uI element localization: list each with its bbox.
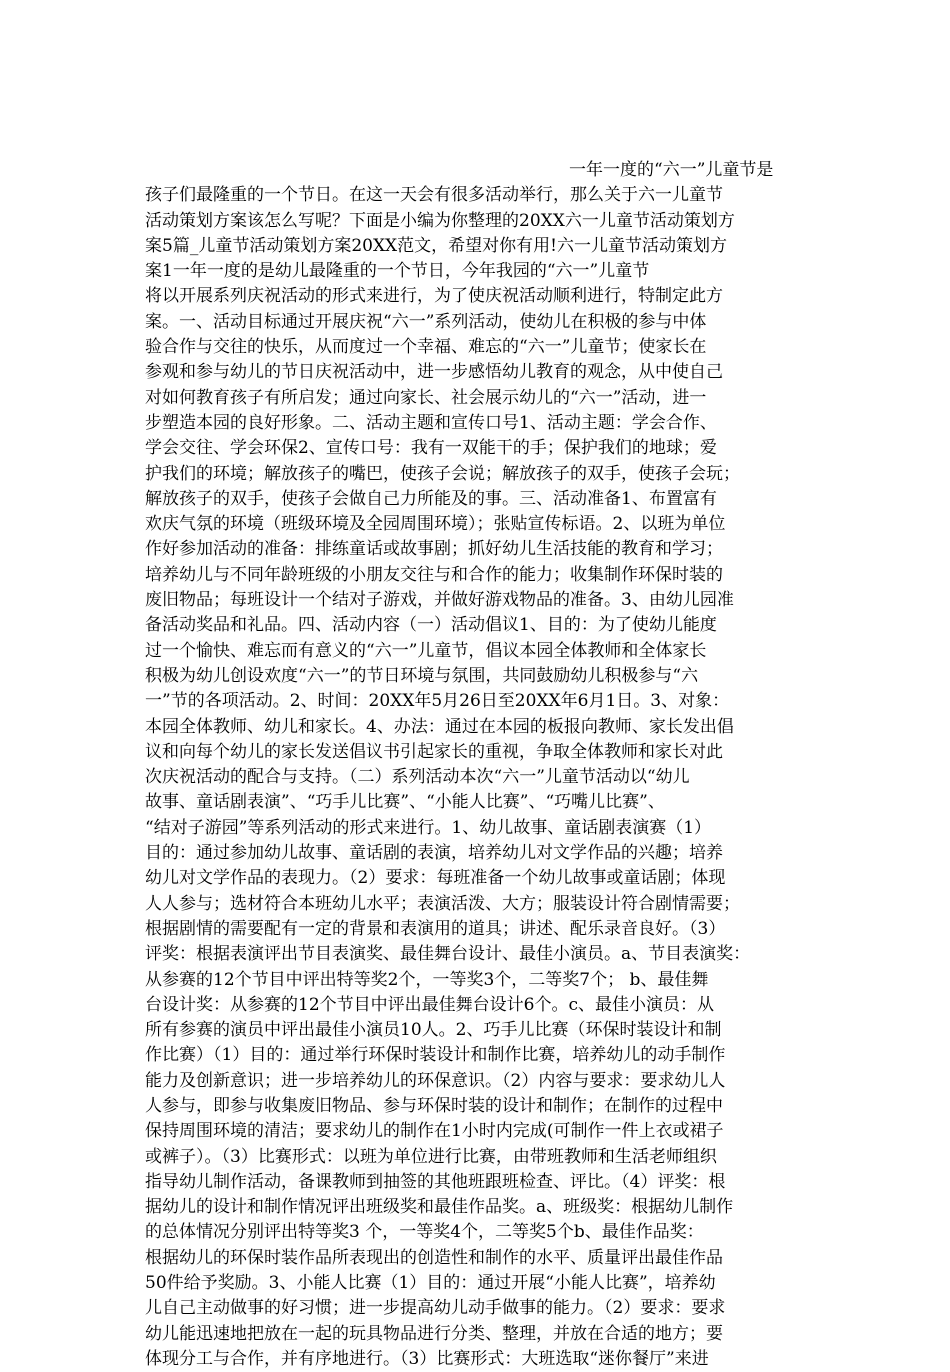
paragraph-line: 作比赛）（1）目的：通过举行环保时装设计和制作比赛，培养幼儿的动手制作 xyxy=(145,1045,726,1066)
paragraph-line: 儿自己主动做事的好习惯；进一步提高幼儿动手做事的能力。（2）要求：要求 xyxy=(145,1298,726,1319)
paragraph-line: 从参赛的12个节目中评出特等奖2个，一等奖3个，二等奖7个； b、最佳舞 xyxy=(145,969,709,990)
paragraph-line: 护我们的环境；解放孩子的嘴巴，使孩子会说；解放孩子的双手，使孩子会玩； xyxy=(145,463,740,484)
paragraph-line: 案。一、活动目标通过开展庆祝“六一”系列活动，使幼儿在积极的参与中体 xyxy=(145,311,707,332)
paragraph-line: 活动策划方案该怎么写呢？下面是小编为你整理的20XX六一儿童节活动策划方 xyxy=(145,210,735,231)
paragraph-line: 议和向每个幼儿的家长发送倡议书引起家长的重视，争取全体教师和家长对此 xyxy=(145,741,723,762)
paragraph-line: 评奖：根据表演评出节目表演奖、最佳舞台设计、最佳小演员。a、节目表演奖： xyxy=(145,944,751,965)
paragraph-line: 步塑造本园的良好形象。二、活动主题和宣传口号1、活动主题：学会合作、 xyxy=(145,412,717,433)
paragraph-line: 本园全体教师、幼儿和家长。4、办法：通过在本园的板报向教师、家长发出倡 xyxy=(145,716,734,737)
paragraph-line: 解放孩子的双手，使孩子会做自己力所能及的事。三、活动准备1、布置富有 xyxy=(145,488,717,509)
paragraph-line: 能力及创新意识；进一步培养幼儿的环保意识。（2）内容与要求：要求幼儿人 xyxy=(145,1070,726,1091)
paragraph-line: 备活动奖品和礼品。四、活动内容（一）活动倡议1、目的：为了使幼儿能度 xyxy=(145,615,717,636)
paragraph-line: 案1一年一度的是幼儿最隆重的一个节日，今年我园的“六一”儿童节 xyxy=(145,261,650,282)
paragraph-line: 人参与，即参与收集废旧物品、参与环保时装的设计和制作；在制作的过程中 xyxy=(145,1095,723,1116)
paragraph-line: 一年一度的“六一”儿童节是 xyxy=(569,160,774,180)
paragraph-line: 目的：通过参加幼儿故事、童话剧的表演，培养幼儿对文学作品的兴趣；培养 xyxy=(145,843,723,864)
paragraph-line: 一”节的各项活动。2、时间：20XX年5月26日至20XX年6月1日。3、对象： xyxy=(145,691,730,712)
paragraph-line: 50件给予奖励。3、小能人比赛（1）目的：通过开展“小能人比赛”，培养幼 xyxy=(145,1273,716,1294)
paragraph-line: 的总体情况分别评出特等奖3 个，一等奖4个，二等奖5个b、最佳作品奖： xyxy=(145,1222,704,1243)
paragraph-line: 学会交往、学会环保2、宣传口号：我有一双能干的手；保护我们的地球；爱 xyxy=(145,438,717,459)
paragraph-line: 人人参与；选材符合本班幼儿水平；表演活泼、大方；服装设计符合剧情需要； xyxy=(145,893,740,914)
paragraph-line: 故事、童话剧表演”、“巧手儿比赛”、“小能人比赛”、“巧嘴儿比赛”、 xyxy=(145,792,665,813)
paragraph-line: 保持周围环境的清洁；要求幼儿的制作在1小时内完成(可制作一件上衣或裙子 xyxy=(145,1121,724,1142)
paragraph-line: 次庆祝活动的配合与支持。（二）系列活动本次“六一”儿童节活动以“幼儿 xyxy=(145,767,690,788)
paragraph-line: 根据剧情的需要配有一定的背景和表演用的道具；讲述、配乐录音良好。（3） xyxy=(145,918,726,939)
paragraph-line: 培养幼儿与不同年龄班级的小朋友交往与和合作的能力；收集制作环保时装的 xyxy=(145,564,723,585)
paragraph-line: 指导幼儿制作活动，备课教师到抽签的其他班跟班检查、评比。（4）评奖：根 xyxy=(145,1171,726,1192)
paragraph-line: 据幼儿的设计和制作情况评出班级奖和最佳作品奖。a、班级奖：根据幼儿制作 xyxy=(145,1197,734,1218)
paragraph-line: 验合作与交往的快乐，从而度过一个幸福、难忘的“六一”儿童节；使家长在 xyxy=(145,337,707,358)
paragraph-line: 废旧物品；每班设计一个结对子游戏，并做好游戏物品的准备。3、由幼儿园准 xyxy=(145,590,734,611)
paragraph-line: 积极为幼儿创设欢度“六一”的节日环境与氛围，共同鼓励幼儿积极参与“六 xyxy=(145,665,699,686)
paragraph-line: 幼儿能迅速地把放在一起的玩具物品进行分类、整理，并放在合适的地方；要 xyxy=(145,1323,723,1344)
paragraph-line: 或裤子）。（3）比赛形式：以班为单位进行比赛，由带班教师和生活老师组织 xyxy=(145,1146,717,1167)
paragraph-line: 将以开展系列庆祝活动的形式来进行，为了使庆祝活动顺利进行，特制定此方 xyxy=(145,286,723,307)
document-body xyxy=(145,158,805,1372)
paragraph-line: 根据幼儿的环保时装作品所表现出的创造性和制作的水平、质量评出最佳作品 xyxy=(145,1247,723,1268)
paragraph-line: 案5篇_儿童节活动策划方案20XX范文，希望对你有用!六一儿童节活动策划方 xyxy=(145,235,727,256)
paragraph-line: 台设计奖：从参赛的12个节目中评出最佳舞台设计6个。c、最佳小演员：从 xyxy=(145,994,714,1015)
paragraph-line: 孩子们最隆重的一个节日。在这一天会有很多活动举行，那么关于六一儿童节 xyxy=(145,185,723,206)
paragraph-line: 过一个愉快、难忘而有意义的“六一”儿童节，倡议本园全体教师和全体家长 xyxy=(145,640,707,661)
paragraph-line: 欢庆气氛的环境（班级环境及全园周围环境）；张贴宣传标语。2、以班为单位 xyxy=(145,514,726,535)
paragraph-line: 参观和参与幼儿的节日庆祝活动中，进一步感悟幼儿教育的观念，从中使自己 xyxy=(145,362,723,383)
paragraph-line: 幼儿对文学作品的表现力。（2）要求：每班准备一个幼儿故事或童话剧；体现 xyxy=(145,868,726,889)
paragraph-line: “结对子游园”等系列活动的形式来进行。1、幼儿故事、童话剧表演赛（1） xyxy=(145,817,712,838)
paragraph-line: 体现分工与合作，并有序地进行。（3）比赛形式：大班选取“迷你餐厅”来进 xyxy=(145,1348,709,1369)
paragraph-line: 所有参赛的演员中评出最佳小演员10人。2、巧手儿比赛（环保时装设计和制 xyxy=(145,1020,722,1041)
paragraph-line: 作好参加活动的准备：排练童话或故事剧；抓好幼儿生活技能的教育和学习； xyxy=(145,539,723,560)
paragraph-line: 对如何教育孩子有所启发；通过向家长、社会展示幼儿的“六一”活动，进一 xyxy=(145,387,707,408)
